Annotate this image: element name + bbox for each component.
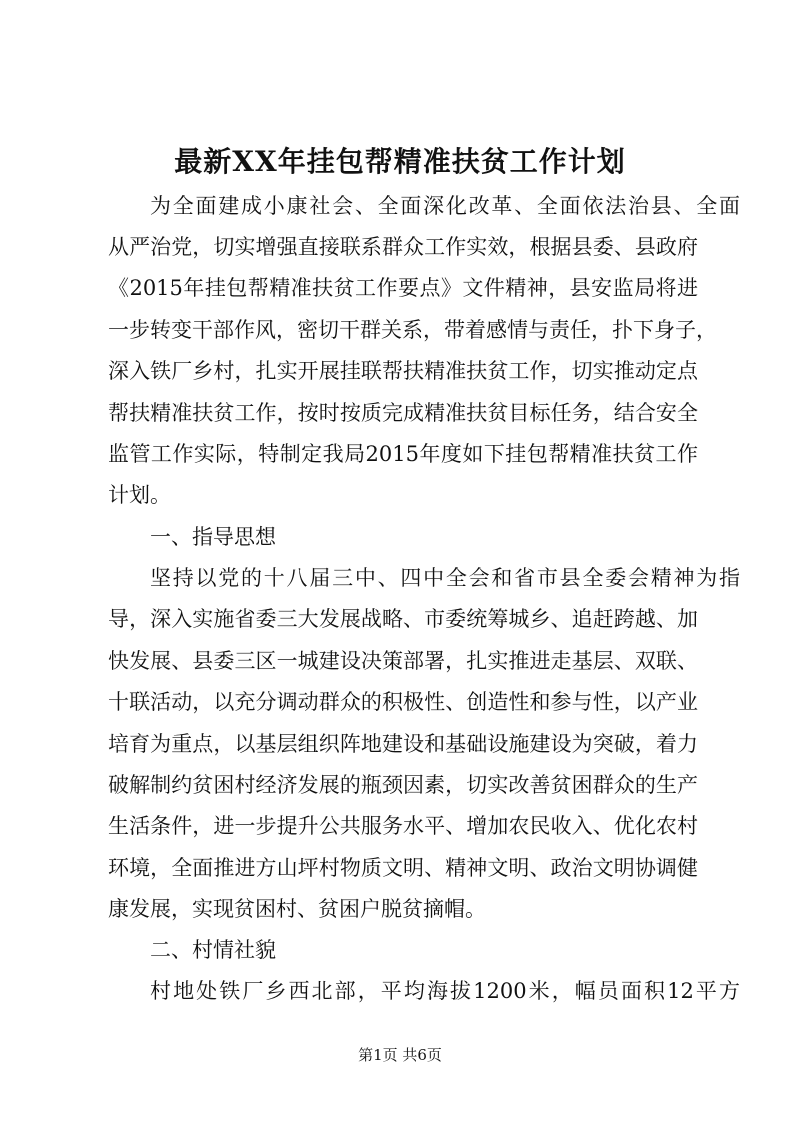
paragraph-line: 康发展，实现贫困村、贫困户脱贫摘帽。 (108, 897, 486, 921)
paragraph-line: 村地处铁厂乡西北部，平均海拔1200米，幅员面积12平方 (150, 979, 740, 1003)
paragraph-line: 计划。 (108, 483, 171, 507)
paragraph-line: 《2015年挂包帮精准扶贫工作要点》文件精神，县安监局将进 (108, 276, 698, 300)
paragraph-line: 从严治党，切实增强直接联系群众工作实效，根据县委、县政府 (108, 235, 698, 259)
paragraph-line: 导，深入实施省委三大发展战略、市委统筹城乡、追赶跨越、加 (108, 607, 698, 631)
paragraph-line: 环境，全面推进方山坪村物质文明、精神文明、政治文明协调健 (108, 856, 698, 880)
paragraph-line: 快发展、县委三区一城建设决策部署，扎实推进走基层、双联、 (108, 649, 698, 673)
document-title: 最新XX年挂包帮精准扶贫工作计划 (174, 145, 626, 178)
paragraph-line: 生活条件，进一步提升公共服务水平、增加农民收入、优化农村 (108, 814, 698, 838)
paragraph-line: 深入铁厂乡村，扎实开展挂联帮扶精准扶贫工作，切实推动定点 (108, 359, 698, 383)
paragraph-line: 监管工作实际，特制定我局2015年度如下挂包帮精准扶贫工作 (108, 442, 698, 466)
paragraph-line: 十联活动，以充分调动群众的积极性、创造性和参与性，以产业 (108, 690, 698, 714)
paragraph-line: 为全面建成小康社会、全面深化改革、全面依法治县、全面 (150, 194, 740, 218)
section-heading: 一、指导思想 (150, 525, 276, 549)
paragraph-line: 一步转变干部作风，密切干群关系，带着感情与责任，扑下身子， (108, 318, 717, 342)
section-heading: 二、村情社貌 (150, 938, 276, 962)
paragraph-line: 培育为重点，以基层组织阵地建设和基础设施建设为突破，着力 (108, 732, 698, 756)
paragraph-line: 破解制约贫困村经济发展的瓶颈因素，切实改善贫困群众的生产 (108, 773, 698, 797)
page-footer: 第1页 共6页 (358, 1046, 442, 1064)
paragraph-line: 坚持以党的十八届三中、四中全会和省市县全委会精神为指 (150, 566, 740, 590)
paragraph-line: 帮扶精准扶贫工作，按时按质完成精准扶贫目标任务，结合安全 (108, 401, 698, 425)
